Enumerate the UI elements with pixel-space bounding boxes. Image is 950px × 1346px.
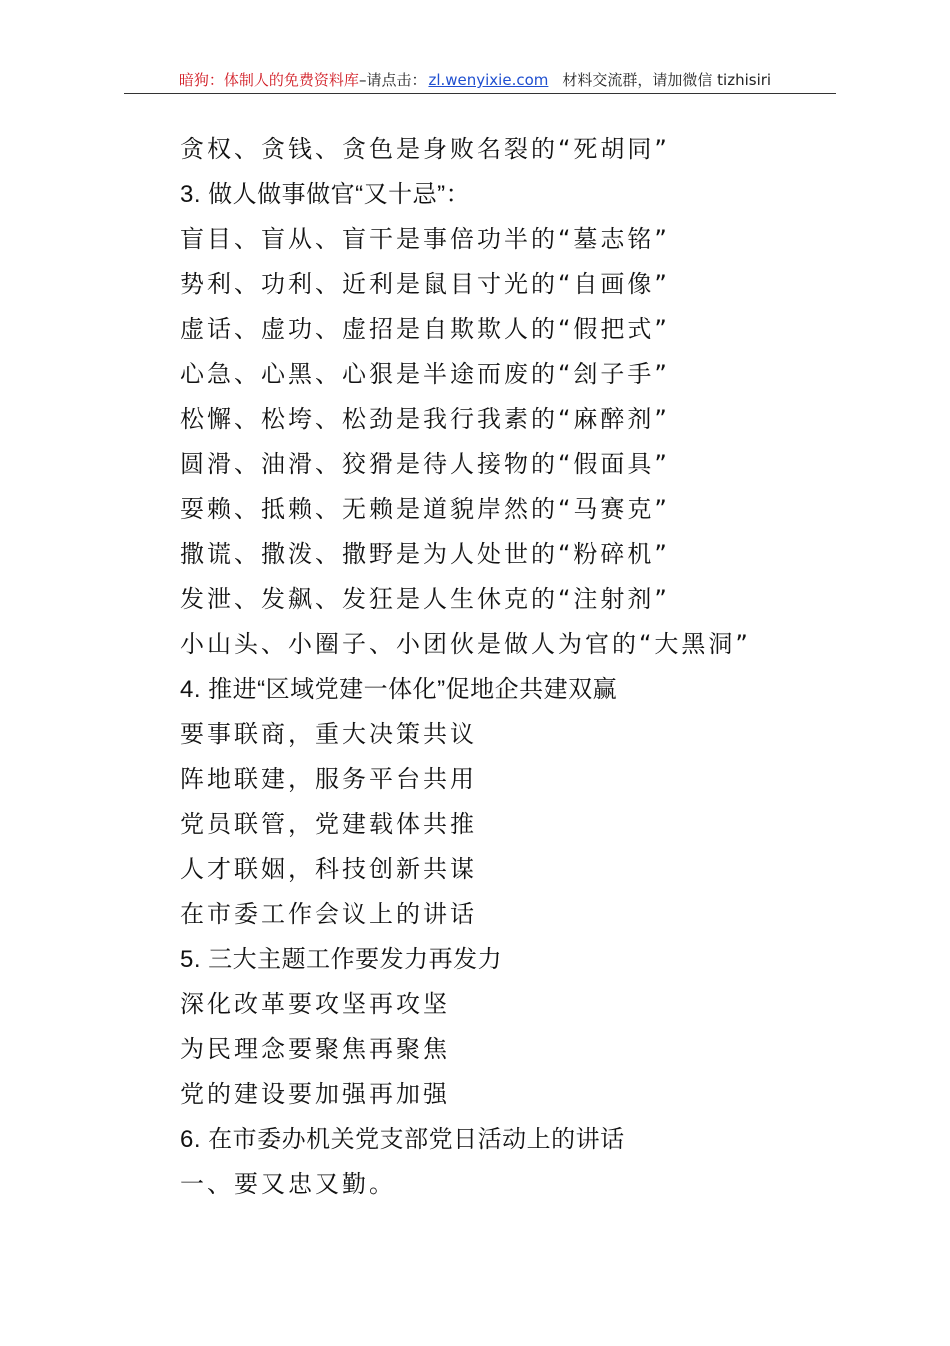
document-body [180, 127, 820, 1207]
header-link[interactable]: zl.wenyixie.com [428, 71, 549, 89]
section-heading: 3. 做人做事做官“又十忌”： [180, 181, 471, 208]
text-line: 贪权、贪钱、贪色是身败名裂的“死胡同” [180, 135, 670, 163]
header-divider [124, 93, 836, 94]
text-line: 深化改革要攻坚再攻坚 [180, 990, 450, 1018]
text-line: 党的建设要加强再加强 [180, 1080, 450, 1108]
text-line: 松懈、松垮、松劲是我行我素的“麻醉剂” [180, 405, 670, 433]
text-line: 势利、功利、近利是鼠目寸光的“自画像” [180, 270, 670, 298]
text-line: 在市委工作会议上的讲话 [180, 900, 477, 928]
text-line: 盲目、盲从、盲干是事倍功半的“墓志铭” [180, 225, 670, 253]
section-heading: 5. 三大主题工作要发力再发力 [180, 946, 503, 973]
text-line: 人才联姻，科技创新共谋 [180, 855, 477, 883]
text-line: 心急、心黑、心狠是半途而废的“刽子手” [180, 360, 670, 388]
section-heading: 4. 推进“区域党建一体化”促地企共建双赢 [180, 676, 618, 703]
text-line: 党员联管，党建载体共推 [180, 810, 477, 838]
text-line: 为民理念要聚焦再聚焦 [180, 1035, 450, 1063]
header-promo: 暗狗：体制人的免费资料库 [178, 71, 359, 89]
header-contact: 材料交流群，请加微信 tizhisiri [562, 71, 772, 89]
text-line: 发泄、发飙、发狂是人生休克的“注射剂” [180, 585, 670, 613]
page-header [0, 70, 950, 90]
text-line: 虚话、虚功、虚招是自欺欺人的“假把式” [180, 315, 670, 343]
text-line: 要事联商，重大决策共议 [180, 720, 477, 748]
header-click-prefix: –请点击： [358, 71, 427, 89]
text-line: 耍赖、抵赖、无赖是道貌岸然的“马赛克” [180, 495, 670, 523]
text-line: 小山头、小圈子、小团伙是做人为官的“大黑洞” [180, 630, 751, 658]
text-line: 撒谎、撒泼、撒野是为人处世的“粉碎机” [180, 540, 670, 568]
text-line: 阵地联建，服务平台共用 [180, 765, 477, 793]
section-heading: 6. 在市委办机关党支部党日活动上的讲话 [180, 1126, 625, 1153]
text-line: 一、要又忠又勤。 [180, 1170, 396, 1198]
text-line: 圆滑、油滑、狡猾是待人接物的“假面具” [180, 450, 670, 478]
